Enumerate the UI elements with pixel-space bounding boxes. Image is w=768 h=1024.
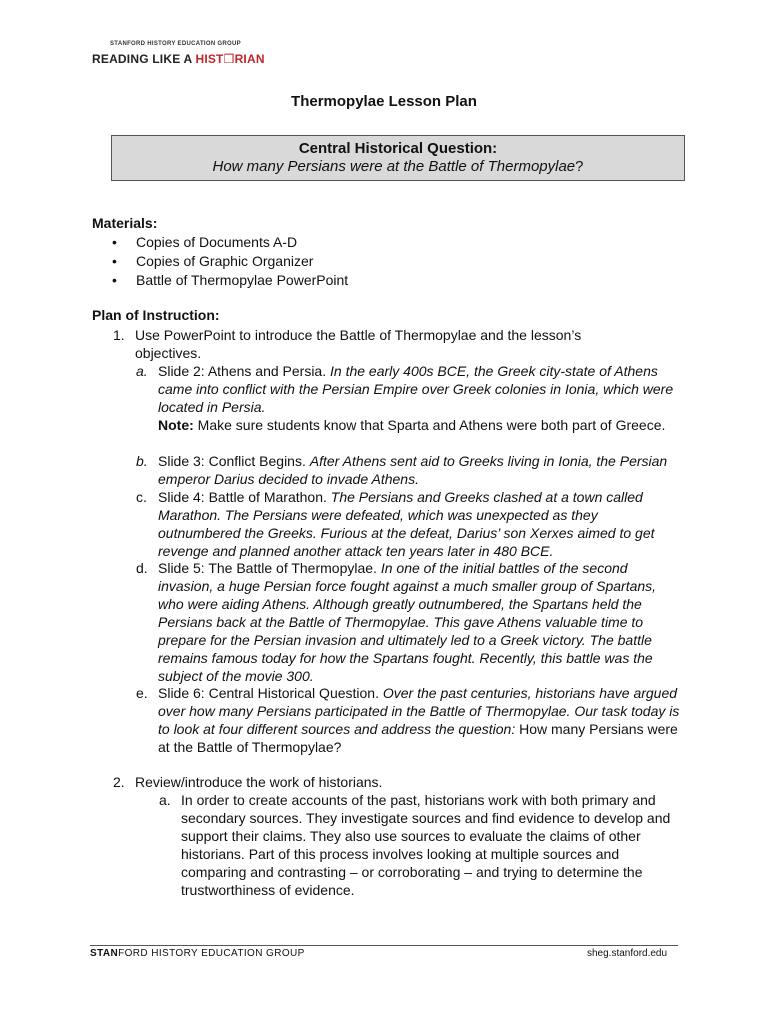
list-item: • Battle of Thermopylae PowerPoint xyxy=(112,272,349,288)
sub-text xyxy=(158,559,680,685)
sub-lead: Slide 6: Central Historical Question. xyxy=(158,685,383,701)
plan-step-1c xyxy=(136,488,681,560)
list-item: • Copies of Documents A-D xyxy=(112,234,298,250)
sub-text xyxy=(158,684,680,756)
plan-step-1e xyxy=(136,684,681,756)
sub-italic: After Athens sent aid to Greeks living in Ionia, the Persian emperor Darius decided to invade Athens. xyxy=(158,453,668,487)
sub-italic: Over the past centuries, historians have argued over how many Persians participated in the Battle of Thermopylae. Our task today is to look at four different sources and address the question: xyxy=(158,685,680,737)
sub-label: a. xyxy=(159,792,171,808)
logo-mark: ❒ xyxy=(223,52,235,66)
plan-step-1a xyxy=(136,362,681,452)
list-item-text: Battle of Thermopylae PowerPoint xyxy=(136,272,349,288)
logo-suffix: RIAN xyxy=(234,52,265,66)
step-number: 1. xyxy=(113,327,125,343)
sub-italic: The Persians and Greeks clashed at a town called Marathon. The Persians were defeated, which was unexpected as they outnumbered the Greeks. Furious at the defeat, Darius’ son Xerxes aimed to get revenge and planned another attack ten years later in 480 BCE. xyxy=(158,489,655,559)
step-text: Review/introduce the work of historians. xyxy=(135,774,383,790)
plan-step-1d xyxy=(136,559,681,685)
sub-tail: How many Persians were at the Battle of Thermopylae? xyxy=(158,721,678,755)
note-label: Note: xyxy=(158,417,194,433)
central-question-mark: ? xyxy=(575,158,584,175)
footer-org-rest: FORD HISTORY EDUCATION GROUP xyxy=(118,948,305,959)
step-number: 2. xyxy=(113,774,125,790)
materials-list xyxy=(112,234,348,291)
sub-italic: In the early 400s BCE, the Greek city-state of Athens came into conflict with the Persian Empire over Greek colonies in Ionia, which were located in Persia. xyxy=(158,363,674,415)
central-question-label: Central Historical Question: xyxy=(298,140,498,157)
sub-lead: Slide 2: Athens and Persia. xyxy=(158,363,330,379)
footer-org-strong: STAN xyxy=(90,948,119,959)
sub-text xyxy=(158,362,680,434)
logo-hist: HIST xyxy=(195,52,224,66)
list-item: • Copies of Graphic Organizer xyxy=(112,253,314,269)
sub-text: In order to create accounts of the past, historians work with both primary and secondary sources. They investigate sources and find evidence to develop and support their claims. They also use sources to evaluate the claims of other historians. Part of this process involves looking at multiple sources and comparing and contrasting – or corroborating – and trying to determine the trustworthiness of evidence. xyxy=(181,792,671,898)
plan-step-1 xyxy=(113,326,633,362)
sub-lead: Slide 3: Conflict Begins. xyxy=(158,453,310,469)
plan-heading: Plan of Instruction: xyxy=(92,307,220,323)
footer-divider xyxy=(90,945,678,946)
list-item-text: Copies of Documents A-D xyxy=(136,234,298,250)
logo xyxy=(92,52,265,66)
logo-prefix: READING LIKE A xyxy=(92,52,196,66)
sub-lead: Slide 5: The Battle of Thermopylae. xyxy=(158,560,381,576)
sub-label: b. xyxy=(136,453,148,469)
sub-label: a. xyxy=(136,363,148,379)
list-item-text: Copies of Graphic Organizer xyxy=(136,253,314,269)
page-title: Thermopylae Lesson Plan xyxy=(291,93,477,110)
sub-text xyxy=(158,452,680,488)
logo-small-text: STANFORD HISTORY EDUCATION GROUP xyxy=(110,41,241,47)
note-text: Make sure students know that Sparta and Athens were both part of Greece. xyxy=(193,417,666,433)
plan-step-2a xyxy=(159,791,679,899)
sub-label: c. xyxy=(136,489,147,505)
central-question-box xyxy=(111,135,685,181)
materials-heading: Materials: xyxy=(92,215,158,231)
footer-url[interactable]: sheg.stanford.edu xyxy=(587,948,668,959)
sub-label: d. xyxy=(136,560,148,576)
central-question-text xyxy=(112,158,684,175)
central-question-italic: How many Persians were at the Battle of Thermopylae xyxy=(212,158,576,175)
sub-label: e. xyxy=(136,685,148,701)
sub-italic: In one of the initial battles of the second invasion, a huge Persian force fought against a much smaller group of Spartans, who were aiding Athens. Although greatly outnumbered, the Spartans held the Persians back at the Battle of Thermopylae. This gave Athens valuable time to prepare for the Persian invasion and ultimately led to a Greek victory. The battle remains famous today for how the Spartans fought. Recently, this battle was the subject of the movie 300. xyxy=(158,560,657,684)
footer-org xyxy=(90,948,305,959)
sub-lead: Slide 4: Battle of Marathon. xyxy=(158,489,331,505)
plan-step-2 xyxy=(113,773,633,791)
plan-step-1b xyxy=(136,452,681,488)
sub-text xyxy=(158,488,680,560)
step-text: Use PowerPoint to introduce the Battle of Thermopylae and the lesson’s objectives. xyxy=(135,327,582,361)
